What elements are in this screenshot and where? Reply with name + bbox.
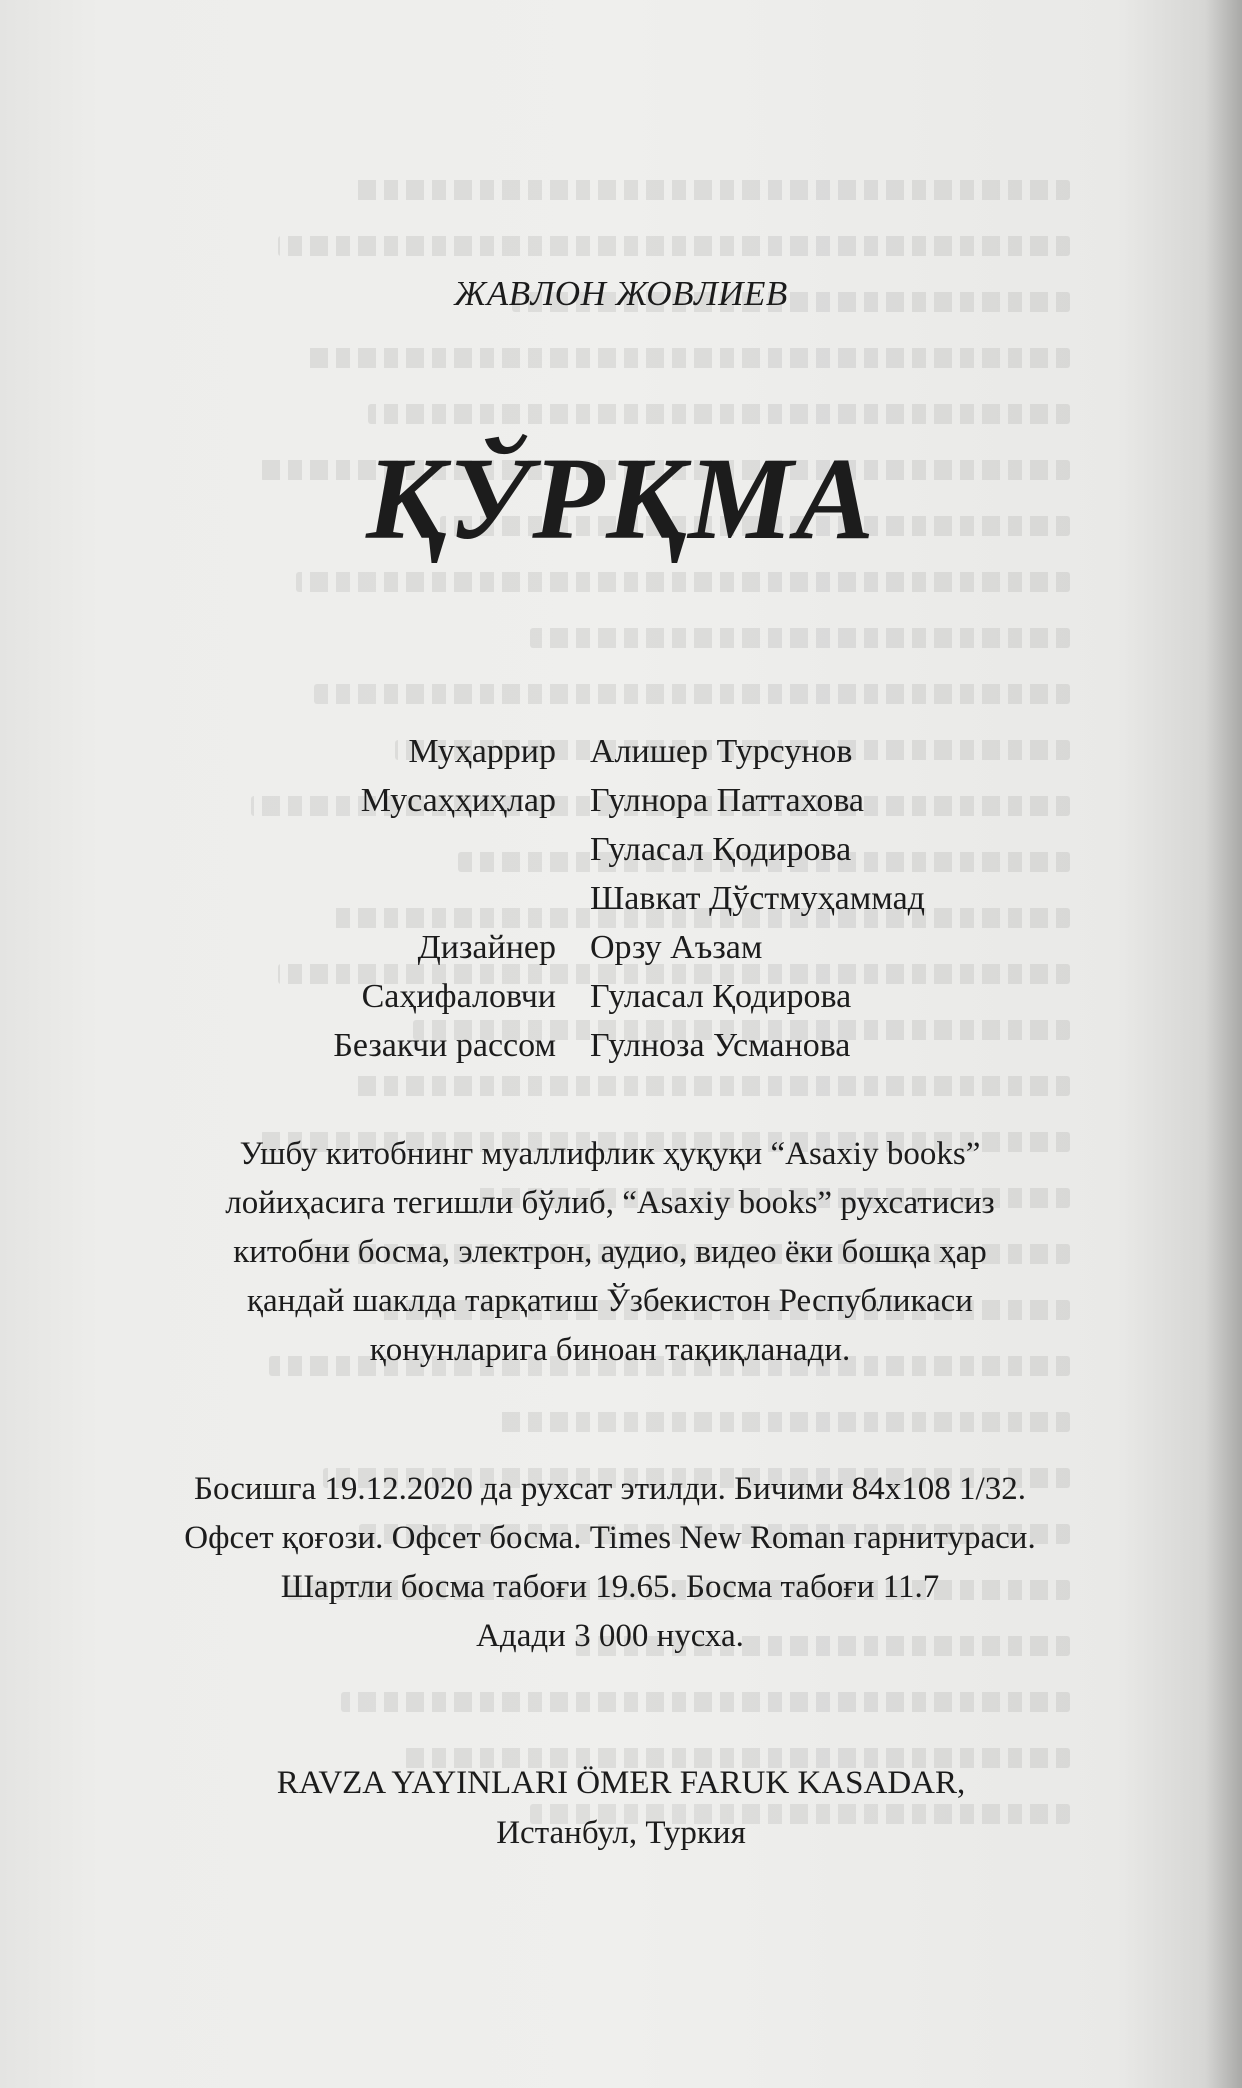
credit-role: Мусаҳҳиҳлар: [360, 782, 556, 819]
credit-name: Алишер Турсунов: [590, 733, 853, 770]
credit-row: [0, 776, 1242, 825]
copyright-line: қонунларига биноан тақиқланади.: [369, 1332, 851, 1368]
print-info-line: Босишга 19.12.2020 да рухсат этилди. Бичими 84х108 1/32.: [194, 1471, 1026, 1507]
credit-name: Гулноза Усманова: [590, 1027, 851, 1064]
author-name: ЖАВЛОН ЖОВЛИЕВ: [454, 274, 788, 313]
print-info: [140, 1465, 1080, 1661]
credit-name: Гуласал Қодирова: [590, 978, 852, 1015]
publisher-block: [0, 1758, 1242, 1858]
credit-row: [0, 923, 1242, 972]
credit-role: Дизайнер: [417, 929, 556, 966]
credit-name: Шавкат Дўстмуҳаммад: [590, 880, 925, 917]
credit-role: [0, 874, 590, 923]
publisher-city: Истанбул, Туркия: [496, 1815, 746, 1851]
credit-role: [0, 825, 590, 874]
copyright-line: лойиҳасига тегишли бўлиб, “Asaxiy books” рухсатисиз: [225, 1185, 995, 1221]
credit-name: Гулнора Паттахова: [590, 782, 865, 819]
credit-row: [0, 825, 1242, 874]
publisher-name: RAVZA YAYINLARI ÖMER FARUK KASADAR,: [276, 1765, 966, 1801]
credits-list: [0, 727, 1242, 1070]
credit-role: Безакчи рассом: [333, 1027, 556, 1064]
copyright-line: китобни босма, электрон, аудио, видео ёки бошқа ҳар: [233, 1234, 987, 1270]
copyright-line: қандай шаклда тарқатиш Ўзбекистон Республикаси: [247, 1283, 973, 1319]
copyright-notice: [160, 1130, 1060, 1375]
print-info-line: Шартли босма табоғи 19.65. Босма табоғи 11.7: [280, 1569, 940, 1605]
credit-row: [0, 874, 1242, 923]
credit-role: Саҳифаловчи: [361, 978, 556, 1015]
copyright-line: Ушбу китобнинг муаллифлик ҳуқуқи “Asaxiy books”: [239, 1136, 981, 1172]
credit-name: Орзу Аъзам: [590, 929, 763, 966]
print-info-line: Адади 3 000 нусха.: [476, 1618, 744, 1654]
book-title: ҚЎРҚМА: [366, 433, 876, 564]
credit-role: Муҳаррир: [408, 733, 556, 770]
credit-name: Гуласал Қодирова: [590, 831, 852, 868]
print-info-line: Офсет қоғози. Офсет босма. Times New Roman гарнитураси.: [184, 1520, 1036, 1556]
credit-row: [0, 727, 1242, 776]
credit-row: [0, 1021, 1242, 1070]
credit-row: [0, 972, 1242, 1021]
